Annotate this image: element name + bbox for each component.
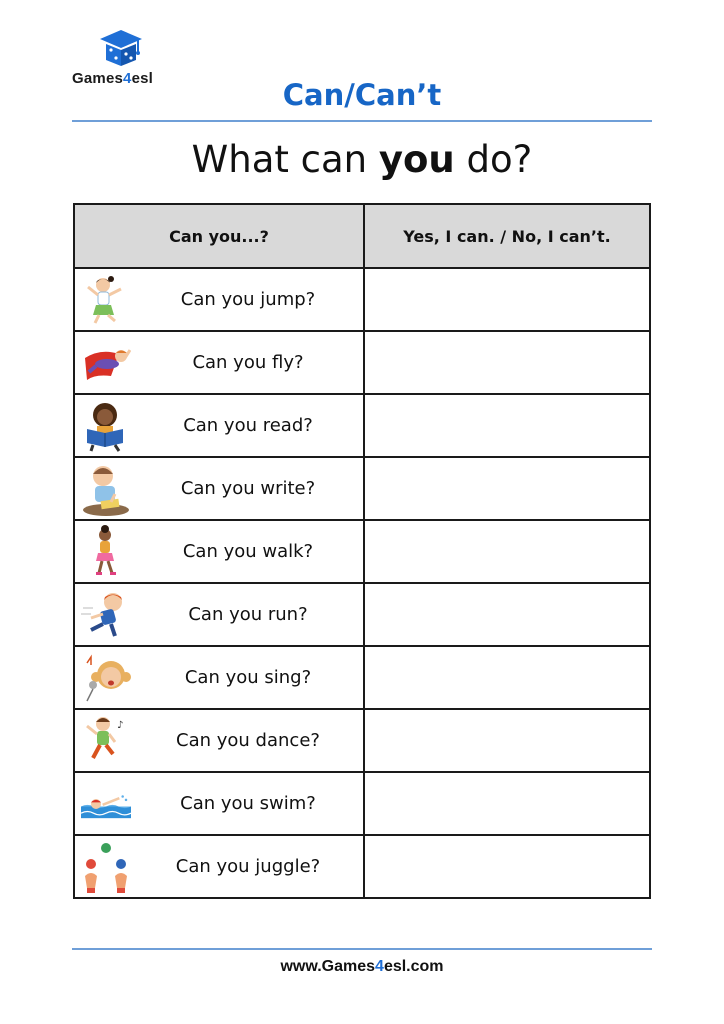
question-label: Can you sing? xyxy=(184,667,312,688)
answer-cell[interactable] xyxy=(364,835,650,898)
answer-cell[interactable] xyxy=(364,394,650,457)
table-row xyxy=(74,394,650,457)
juggling-hands-icon xyxy=(81,840,131,894)
bottom-divider xyxy=(72,948,652,950)
table-row xyxy=(74,520,650,583)
answer-cell[interactable] xyxy=(364,772,650,835)
svg-text:♪: ♪ xyxy=(117,720,124,731)
jumping-girl-icon xyxy=(81,273,131,327)
table-row xyxy=(74,709,650,772)
top-divider xyxy=(72,120,652,122)
dancing-boy-icon xyxy=(81,714,131,768)
answer-cell[interactable] xyxy=(364,646,650,709)
walking-girl-icon xyxy=(81,525,131,579)
question-label: Can you walk? xyxy=(182,541,314,562)
worksheet-heading: What can you do? xyxy=(191,138,533,181)
answer-cell[interactable] xyxy=(364,268,650,331)
flying-superhero-icon xyxy=(81,336,131,390)
answer-cell[interactable] xyxy=(364,520,650,583)
singing-girl-icon xyxy=(81,651,131,705)
question-label: Can you swim? xyxy=(180,793,316,814)
footer-website-link[interactable]: www.Games4esl.com xyxy=(280,958,444,975)
worksheet-table xyxy=(73,203,651,899)
graduation-cap-dice-icon xyxy=(98,28,144,68)
answer-cell[interactable] xyxy=(364,331,650,394)
table-row xyxy=(74,646,650,709)
running-boy-icon xyxy=(81,588,131,642)
column-header-question: Can you...? xyxy=(74,204,364,268)
question-label: Can you juggle? xyxy=(175,856,321,877)
question-label: Can you write? xyxy=(180,478,316,499)
page-title: Can/Can’t xyxy=(282,78,442,112)
table-row xyxy=(74,268,650,331)
question-label: Can you run? xyxy=(188,604,308,625)
column-header-answer: Yes, I can. / No, I can’t. xyxy=(364,204,650,268)
table-header-row xyxy=(74,204,650,268)
question-label: Can you fly? xyxy=(192,352,304,373)
swimming-child-icon xyxy=(81,777,131,831)
writing-child-icon xyxy=(81,462,131,516)
question-label: Can you jump? xyxy=(180,289,316,310)
question-label: Can you read? xyxy=(183,415,313,436)
reading-child-icon xyxy=(81,399,131,453)
table-row xyxy=(74,331,650,394)
logo-wordmark: Games4esl xyxy=(72,70,154,87)
table-row xyxy=(74,457,650,520)
answer-cell[interactable] xyxy=(364,709,650,772)
table-row xyxy=(74,583,650,646)
answer-cell[interactable] xyxy=(364,583,650,646)
table-row xyxy=(74,835,650,898)
question-label: Can you dance? xyxy=(176,730,320,751)
table-row xyxy=(74,772,650,835)
answer-cell[interactable] xyxy=(364,457,650,520)
